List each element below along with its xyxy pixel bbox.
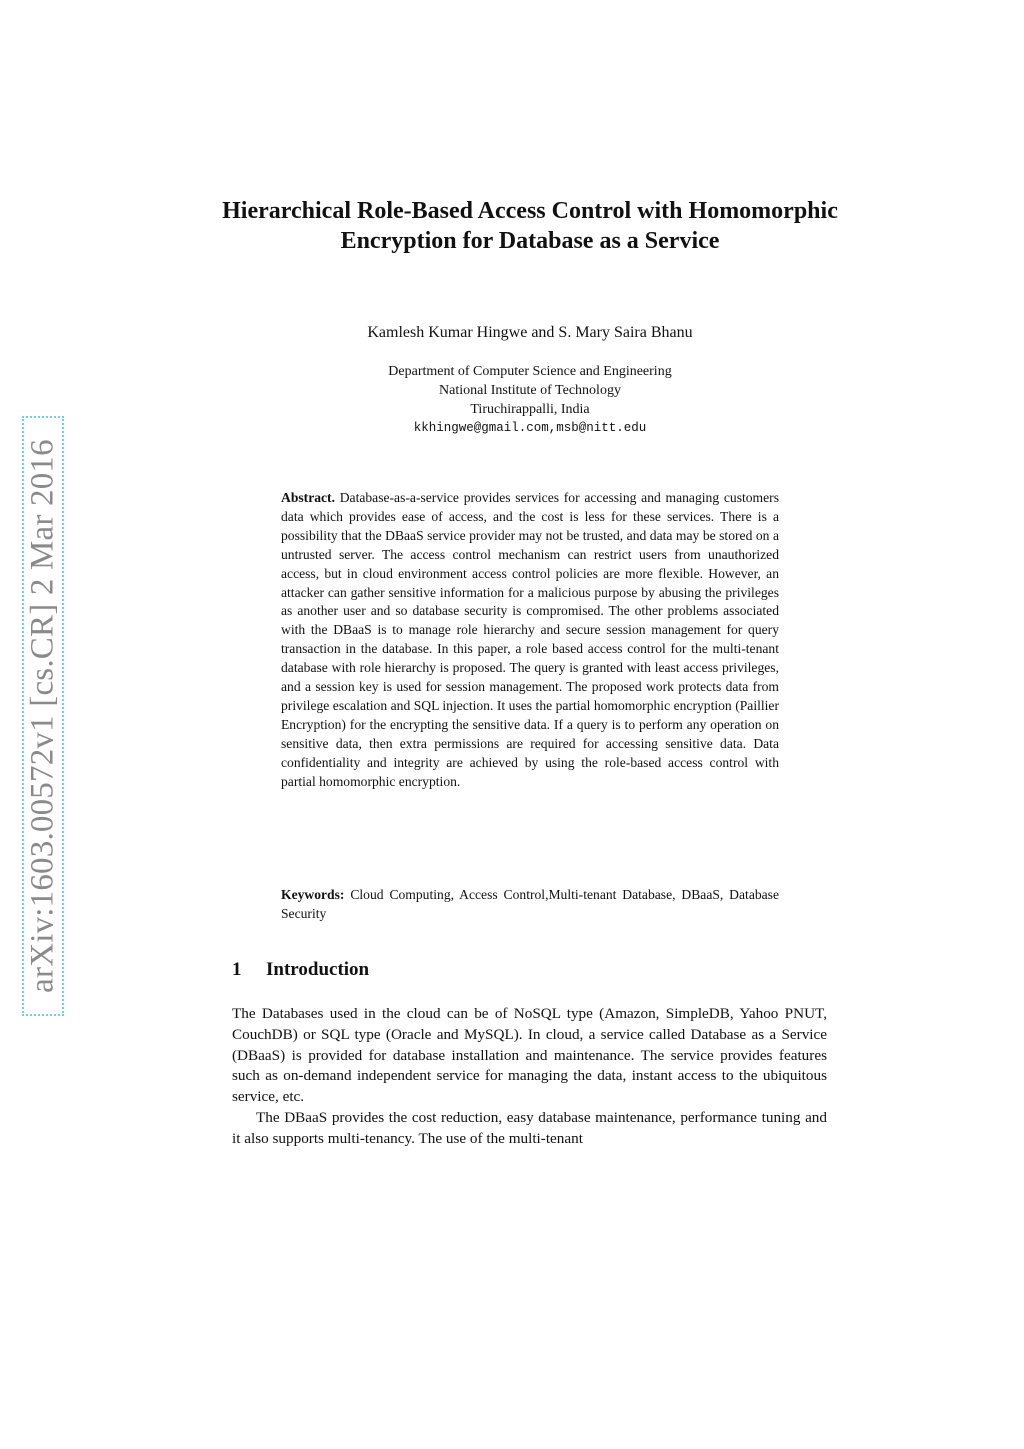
section-heading	[232, 959, 369, 981]
section-title: Introduction	[266, 959, 370, 980]
arxiv-identifier: arXiv:1603.00572v1 [cs.CR] 2 Mar 2016	[24, 439, 61, 993]
keywords-text: Cloud Computing, Access Control,Multi-tenant Database, DBaaS, Database Security	[281, 887, 780, 921]
abstract-label: Abstract.	[281, 490, 335, 505]
paper-title: Hierarchical Role-Based Access Control with Homomorphic Encryption for Database as a Service	[222, 198, 838, 254]
affiliation-institute: National Institute of Technology	[439, 383, 621, 398]
author-emails[interactable]: kkhingwe@gmail.com,msb@nitt.edu	[413, 421, 647, 435]
arxiv-stamp[interactable]	[22, 416, 64, 1016]
paragraph: The DBaaS provides the cost reduction, easy database maintenance, performance tuning and it also supports multi-tenancy. The use of the multi-tenant	[232, 1108, 827, 1147]
abstract	[281, 489, 779, 792]
section-number: 1	[232, 959, 242, 980]
keywords	[281, 885, 779, 923]
affiliation-block	[230, 362, 830, 438]
affiliation-location: Tiruchirappalli, India	[470, 402, 590, 417]
paragraph: The Databases used in the cloud can be of NoSQL type (Amazon, SimpleDB, Yahoo PNUT, CouchDB) or SQL type (Oracle and MySQL). In cloud, a service called Database as a Service (DBaaS) is provided for database installation and maintenance. The service provides features such as on-demand independent service for managing the data, instant access to the ubiquitous service, etc.	[232, 1005, 827, 1106]
section-body	[232, 1004, 827, 1150]
keywords-label: Keywords:	[281, 887, 345, 902]
abstract-text: Database-as-a-service provides services for accessing and managing customers data which provides ease of access, and the cost is less for these services. There is a possibility that the DBaaS service provider may not be trusted, and data may be stored on a untrusted server. The access control mechanism can restrict users from unauthorized access, but in cloud environment access control policies are more flexible. However, an attacker can gather sensitive information for a malicious purpose by abusing the privileges as another user and so database security is compromised. The other problems associated with the DBaaS is to manage role hierarchy and secure session management for query transaction in the database. In this paper, a role based access control for the multi-tenant database with role hierarchy is proposed. The query is granted with least access privileges, and a session key is used for session management. The proposed work protects data from privilege escalation and SQL injection. It uses the partial homomorphic encryption (Paillier Encryption) for the encrypting the sensitive data. If a query is to perform any operation on sensitive data, then extra permissions are required for accessing sensitive data. Data confidentiality and integrity are achieved by using the role-based access control with partial homomorphic encryption.	[281, 490, 779, 789]
paper-authors: Kamlesh Kumar Hingwe and S. Mary Saira Bhanu	[367, 324, 693, 341]
affiliation-department: Department of Computer Science and Engineering	[388, 364, 672, 379]
